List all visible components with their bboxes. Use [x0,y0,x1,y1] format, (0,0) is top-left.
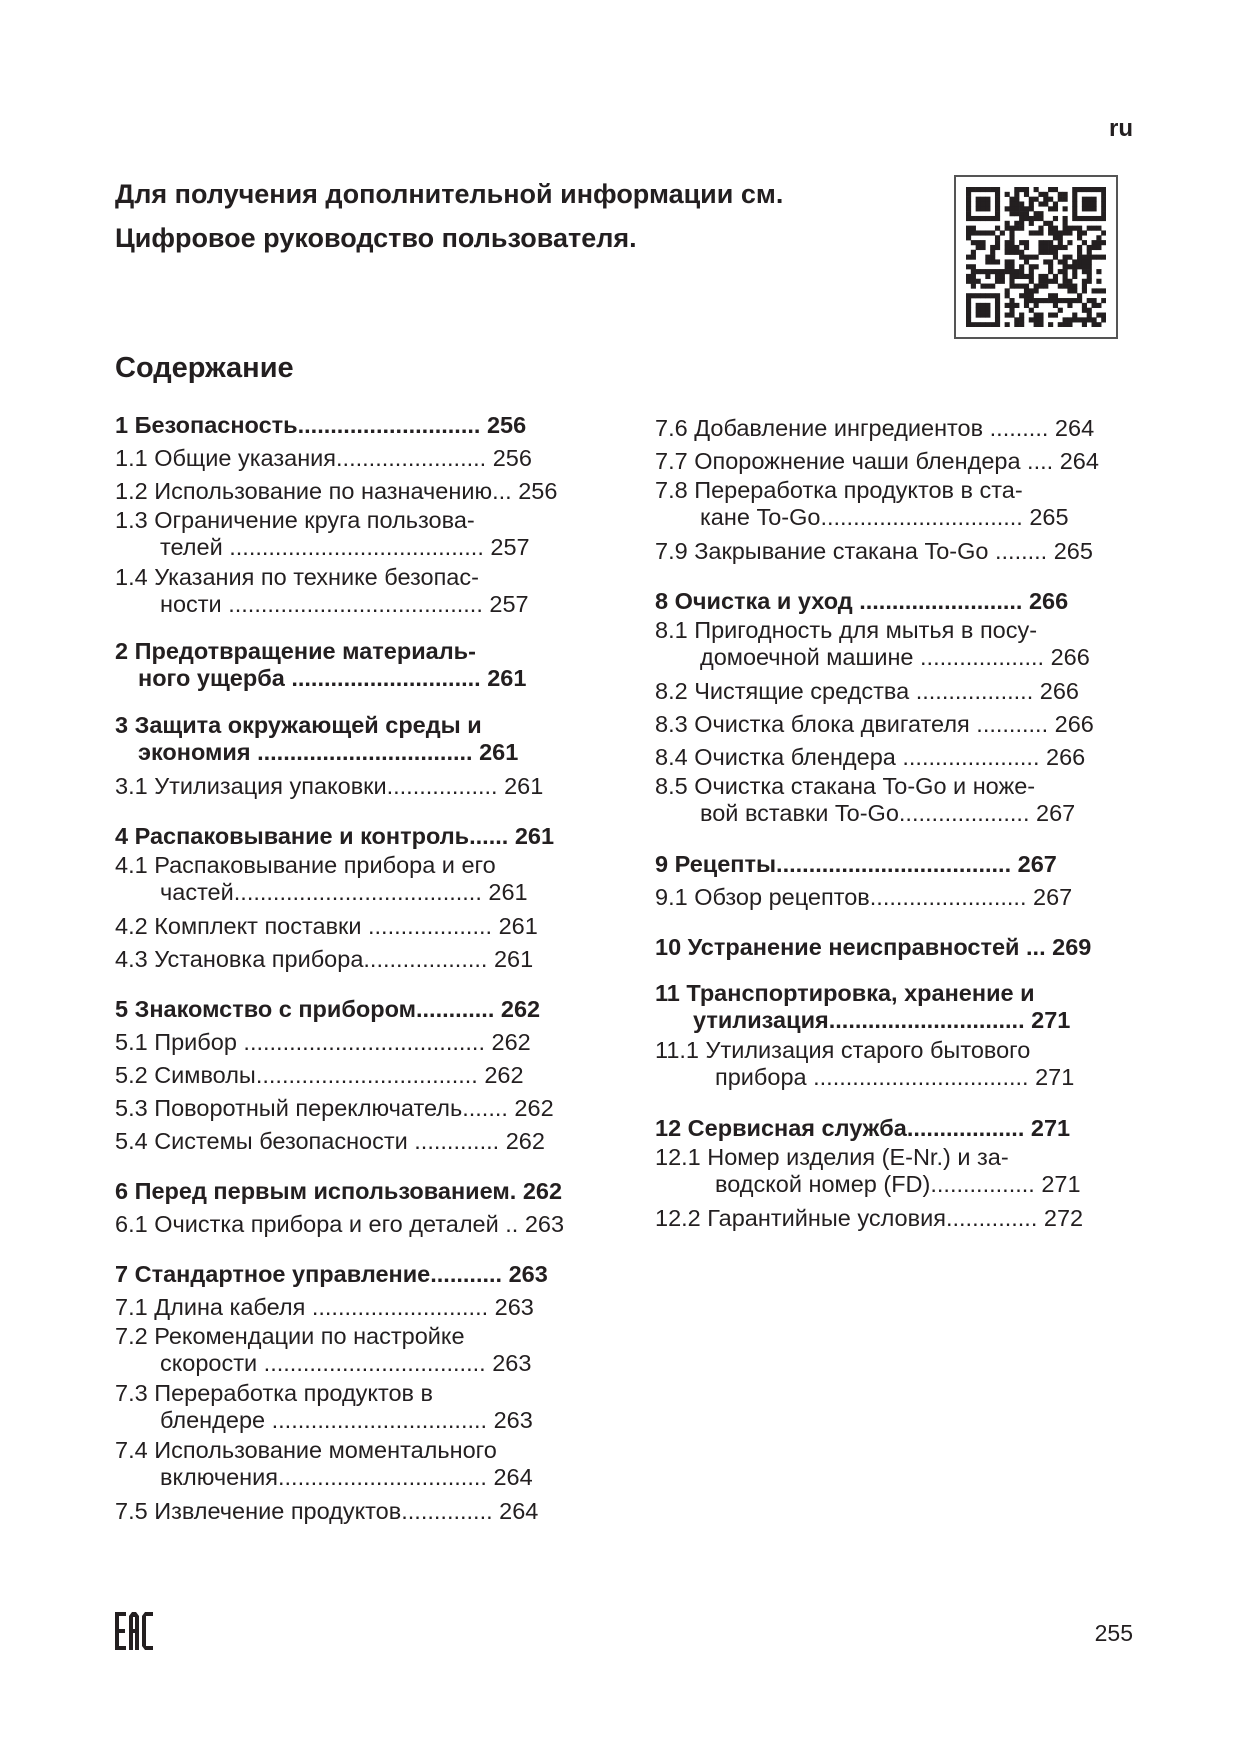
toc-chapter-entry [115,638,595,695]
intro-line-2: Цифровое руководство пользователя. [115,223,637,253]
toc-section-entry [115,507,595,564]
toc-chapter-entry [655,584,1135,617]
toc-entry-line: 9.1 Обзор рецептов........................ 267 [655,883,1073,910]
toc-section-entry [655,617,1135,674]
toc-chapter-entry [115,712,595,769]
toc-entry-line: блендере ................................. 263 [160,1407,533,1433]
toc-entry-line: 7.4 Использование моментального [115,1437,497,1463]
toc-entry-line: 7.7 Опорожнение чаши блендера .... 264 [655,447,1099,474]
toc-section-entry [115,1290,595,1323]
toc-entry-line: 12.1 Номер изделия (E-Nr.) и за- [655,1144,1009,1170]
toc-entry-line: включения................................ 264 [160,1464,533,1490]
toc-entry-line: 1.1 Общие указания....................... 256 [115,444,532,471]
toc-section-entry [115,474,595,507]
toc-entry-line: 1 Безопасность............................ 256 [115,411,527,438]
toc-entry-line: 1.3 Ограничение круга пользова- [115,507,475,533]
toc-section-entry [115,909,595,942]
toc-entry-line: 8.5 Очистка стакана To-Go и ноже- [655,773,1036,799]
toc-entry-line: 7.5 Извлечение продуктов.............. 264 [115,1497,539,1524]
toc-entry-line: экономия ................................. 261 [138,739,519,765]
toc-entry-line: 4.2 Комплект поставки ................... 261 [115,912,538,939]
toc-chapter-entry [655,980,1135,1037]
toc-section-entry [655,674,1135,707]
toc-section-entry [115,1091,595,1124]
toc-entry-line: 4.3 Установка прибора................... 261 [115,945,534,972]
toc-entry-line: 8 Очистка и уход ......................... 266 [655,587,1069,614]
toc-section-entry [655,880,1135,913]
toc-entry-line: 5 Знакомство с прибором............ 262 [115,995,541,1022]
toc-entry-line: 12 Сервисная служба.................. 271 [655,1114,1071,1141]
toc-entry-line: 6 Перед первым использованием. 262 [115,1177,563,1204]
toc-entry-line: 1.4 Указания по технике безопас- [115,564,479,590]
toc-section-entry [655,1144,1135,1201]
toc-entry-line: 8.3 Очистка блока двигателя ........... 266 [655,710,1094,737]
toc-entry-line: 11.1 Утилизация старого бытового [655,1037,1031,1063]
intro-text [115,172,915,260]
toc-section-entry [655,773,1135,830]
toc-entry-line: 7.1 Длина кабеля ........................... 263 [115,1293,534,1320]
toc-entry-line: 7.3 Переработка продуктов в [115,1380,434,1406]
toc-entry-line: телей ....................................... 257 [160,534,530,560]
toc-entry-line: 2 Предотвращение материаль- [115,638,476,664]
toc-entry-line: 7.2 Рекомендации по настройке [115,1323,465,1349]
toc-section-entry [115,1207,595,1240]
toc-entry-line: скорости .................................. 263 [160,1350,532,1376]
toc-section-entry [115,942,595,975]
toc-chapter-entry [115,1257,595,1290]
toc-section-entry [115,769,595,802]
toc-right-column [655,411,1135,1234]
toc-entry-line: 4 Распаковывание и контроль...... 261 [115,822,555,849]
eac-mark-icon [115,1612,155,1650]
toc-chapter-entry [115,819,595,852]
toc-entry-line: водской номер (FD)................ 271 [715,1171,1081,1197]
language-code: ru [1109,115,1133,142]
toc-entry-line: 6.1 Очистка прибора и его деталей .. 263 [115,1210,565,1237]
toc-chapter-entry [115,1174,595,1207]
toc-chapter-entry [655,1111,1135,1144]
toc-entry-line: 1.2 Использование по назначению... 256 [115,477,558,504]
toc-entry-line: 4.1 Распаковывание прибора и его [115,852,496,878]
toc-entry-line: 10 Устранение неисправностей ... 269 [655,933,1092,960]
toc-entry-line: 12.2 Гарантийные условия.............. 272 [655,1204,1084,1231]
toc-section-entry [655,1201,1135,1234]
toc-entry-line: 11 Транспортировка, хранение и [655,980,1035,1006]
toc-entry-line: утилизация.............................. 271 [693,1007,1071,1033]
toc-chapter-entry [115,992,595,1025]
toc-section-entry [115,1437,595,1494]
toc-entry-line: ного ущерба ............................. 261 [138,665,527,691]
toc-section-entry [655,444,1135,477]
toc-section-entry [115,1323,595,1380]
toc-section-entry [655,740,1135,773]
toc-entry-line: частей...................................... 261 [160,879,528,905]
toc-entry-line: 3 Защита окружающей среды и [115,712,482,738]
toc-section-entry [115,1025,595,1058]
toc-section-entry [115,1380,595,1437]
toc-entry-line: 8.4 Очистка блендера ..................... 266 [655,743,1086,770]
toc-entry-line: кане To-Go............................... 265 [700,504,1069,530]
toc-left-column [115,408,595,1527]
toc-section-entry [115,852,595,909]
toc-entry-line: 5.3 Поворотный переключатель....... 262 [115,1094,554,1121]
toc-entry-line: 7.9 Закрывание стакана To-Go ........ 265 [655,537,1093,564]
toc-entry-line: 5.2 Символы.................................. 262 [115,1061,524,1088]
toc-section-entry [655,707,1135,740]
toc-entry-line: 5.4 Системы безопасности ............. 262 [115,1127,545,1154]
toc-entry-line: 8.2 Чистящие средства .................. 266 [655,677,1079,704]
qr-code-icon [954,175,1118,339]
toc-chapter-entry [655,847,1135,880]
toc-section-entry [115,441,595,474]
toc-chapter-entry [115,408,595,441]
toc-entry-line: 9 Рецепты.................................... 267 [655,850,1057,877]
toc-entry-line: 7.8 Переработка продуктов в ста- [655,477,1023,503]
toc-section-entry [655,1037,1135,1094]
toc-entry-line: ности ....................................... 257 [160,591,529,617]
toc-entry-line: 8.1 Пригодность для мытья в посу- [655,617,1038,643]
toc-section-entry [115,1494,595,1527]
toc-section-entry [655,477,1135,534]
toc-entry-line: 7 Стандартное управление........... 263 [115,1260,548,1287]
intro-line-1: Для получения дополнительной информации см. [115,179,784,209]
toc-title: Содержание [115,352,294,384]
toc-entry-line: домоечной машине ................... 266 [700,644,1090,670]
page-number: 255 [1094,1620,1133,1646]
toc-entry-line: 7.6 Добавление ингредиентов ......... 264 [655,414,1095,441]
toc-section-entry [655,411,1135,444]
toc-entry-line: 5.1 Прибор ..................................... 262 [115,1028,531,1055]
toc-chapter-entry [655,930,1135,963]
toc-section-entry [655,534,1135,567]
toc-entry-line: 3.1 Утилизация упаковки................. 261 [115,772,544,799]
toc-section-entry [115,1124,595,1157]
toc-entry-line: прибора ................................. 271 [715,1064,1075,1090]
toc-section-entry [115,1058,595,1091]
toc-entry-line: вой вставки To-Go.................... 267 [700,800,1076,826]
toc-section-entry [115,564,595,621]
